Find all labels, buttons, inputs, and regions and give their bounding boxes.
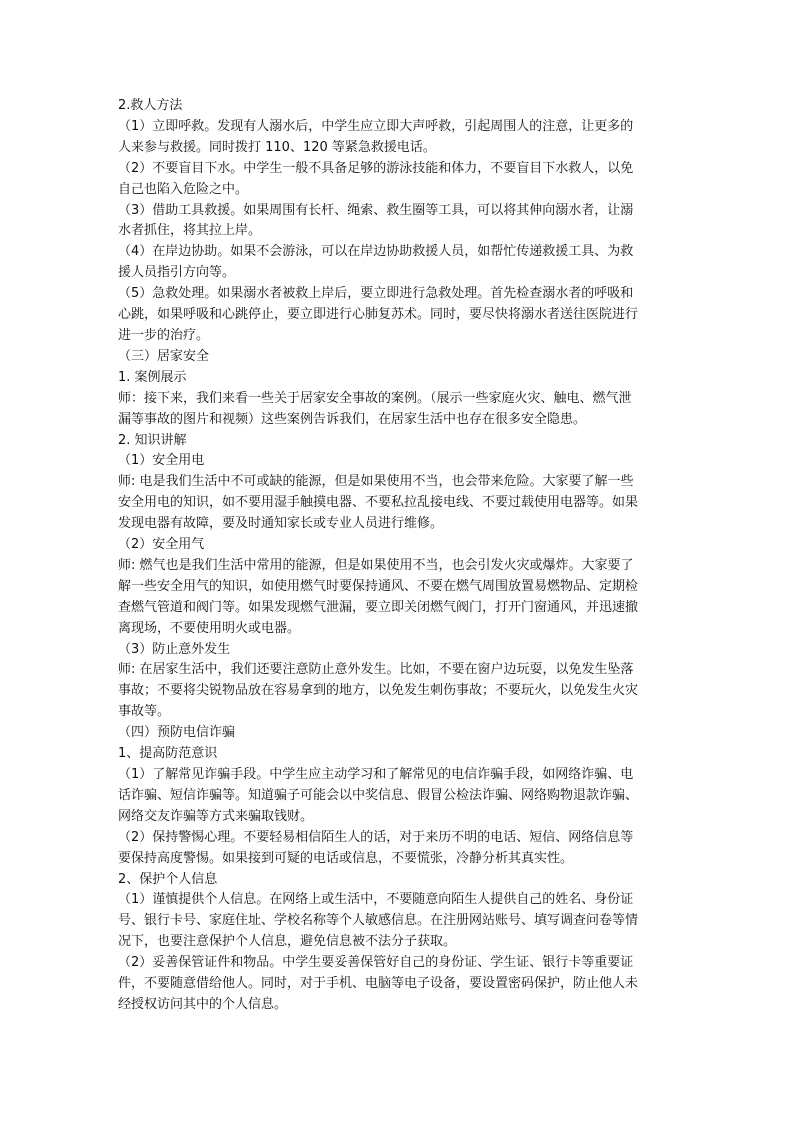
section-heading: 2.救人方法 [118, 98, 183, 113]
subsection-heading: 1. 案例展示 [118, 369, 187, 385]
section-heading: （四）预防电信诈骗 [118, 725, 236, 741]
paragraph-line: 师: 在居家生活中，我们还要注意防止意外发生。比如，不要在窗户边玩耍，以免发生坠落 [118, 662, 634, 678]
paragraph-line: （2）妥善保管证件和物品。中学生要妥善保管好自己的身份证、学生证、银行卡等重要证 [118, 955, 634, 971]
paragraph-line: （2）保持警惕心理。不要轻易相信陌生人的话，对于来历不明的电话、短信、网络信息等 [118, 829, 634, 845]
item-heading: （1）安全用电 [118, 453, 205, 469]
paragraph-line: （1）了解常见诈骗手段。中学生应主动学习和了解常见的电信诈骗手段，如网络诈骗、电 [118, 767, 634, 782]
paragraph-line: 人来参与救援。同时拨打 110、120 等紧急救援电话。 [118, 139, 436, 155]
item-heading: （3）防止意外发生 [118, 641, 231, 657]
paragraph-line: 安全用电的知识，如不要用湿手触摸电器、不要私拉乱接电线、不要过载使用电器等。如果 [118, 495, 639, 511]
paragraph-line: 进一步的治疗。 [118, 327, 210, 343]
paragraph-line: 事故等。 [118, 704, 171, 720]
paragraph-line: 离现场，不要使用明火或电器。 [118, 620, 301, 636]
paragraph-line: 经授权访问其中的个人信息。 [118, 996, 288, 1012]
paragraph-line: 发现电器有故障，要及时通知家长或专业人员进行维修。 [118, 516, 444, 532]
paragraph-line: 查燃气管道和阀门等。如果发现燃气泄漏，要立即关闭燃气阀门，打开门窗通风，并迅速撤 [118, 599, 639, 615]
subsection-heading: 2、保护个人信息 [118, 871, 218, 887]
paragraph-line: 话诈骗、短信诈骗等。知道骗子可能会以中奖信息、假冒公检法诈骗、网络购物退款诈骗、 [118, 787, 639, 803]
paragraph-line: （1）立即呼救。发现有人溺水后，中学生应立即大声呼救，引起周围人的注意，让更多的 [118, 118, 634, 134]
paragraph-line: （4）在岸边协助。如果不会游泳，可以在岸边协助救援人员，如帮忙传递救援工具、为救 [118, 244, 634, 260]
paragraph-line: 师：接下来，我们来看一些关于居家安全事故的案例。（展示一些家庭火灾、触电、燃气泄 [118, 390, 632, 406]
document-page [118, 96, 690, 1016]
paragraph-line: 漏等事故的图片和视频）这些案例告诉我们，在居家生活中也存在很多安全隐患。 [118, 411, 587, 427]
paragraph-line: 件，不要随意借给他人。同时，对于手机、电脑等电子设备，要设置密码保护，防止他人未 [118, 976, 639, 992]
item-heading: （2）安全用气 [118, 537, 205, 553]
paragraph-line: 援人员指引方向等。 [118, 265, 236, 281]
paragraph-line: 自己也陷入危险之中。 [118, 181, 249, 197]
paragraph-line: 网络交友诈骗等方式来骗取钱财。 [118, 808, 314, 824]
paragraph-line: 心跳，如果呼吸和心跳停止，要立即进行心肺复苏术。同时，要尽快将溺水者送往医院进行 [118, 307, 639, 323]
subsection-heading: 1、提高防范意识 [118, 746, 218, 762]
paragraph-line: （3）借助工具救援。如果周围有长杆、绳索、救生圈等工具，可以将其伸向溺水者，让溺 [118, 202, 634, 218]
subsection-heading: 2. 知识讲解 [118, 432, 187, 448]
paragraph-line: 师: 电是我们生活中不可或缺的能源，但是如果使用不当，也会带来危险。大家要了解一些 [118, 474, 634, 490]
paragraph-line: 要保持高度警惕。如果接到可疑的电话或信息，不要慌张，冷静分析其真实性。 [118, 850, 574, 866]
paragraph-line: 事故；不要将尖锐物品放在容易拿到的地方，以免发生刺伤事故；不要玩火，以免发生火灾 [118, 683, 639, 699]
paragraph-line: 师: 燃气也是我们生活中常用的能源，但是如果使用不当，也会引发火灾或爆炸。大家要了 [118, 557, 634, 573]
paragraph-line: （2）不要盲目下水。中学生一般不具备足够的游泳技能和体力，不要盲目下水救人，以免 [118, 160, 634, 176]
paragraph-line: 解一些安全用气的知识，如使用燃气时要保持通风、不要在燃气周围放置易燃物品、定期检 [118, 578, 639, 594]
paragraph-line: 号、银行卡号、家庭住址、学校名称等个人敏感信息。在注册网站账号、填写调查问卷等情 [118, 913, 639, 929]
paragraph-line: （5）急救处理。如果溺水者被救上岸后，要立即进行急救处理。首先检查溺水者的呼吸和 [118, 286, 634, 302]
paragraph-line: 水者抓住，将其拉上岸。 [118, 223, 262, 239]
section-heading: （三）居家安全 [118, 348, 210, 364]
paragraph-line: （1）谨慎提供个人信息。在网络上或生活中，不要随意向陌生人提供自己的姓名、身份证 [118, 892, 634, 908]
paragraph-line: 况下，也要注意保护个人信息，避免信息被不法分子获取。 [118, 934, 457, 950]
